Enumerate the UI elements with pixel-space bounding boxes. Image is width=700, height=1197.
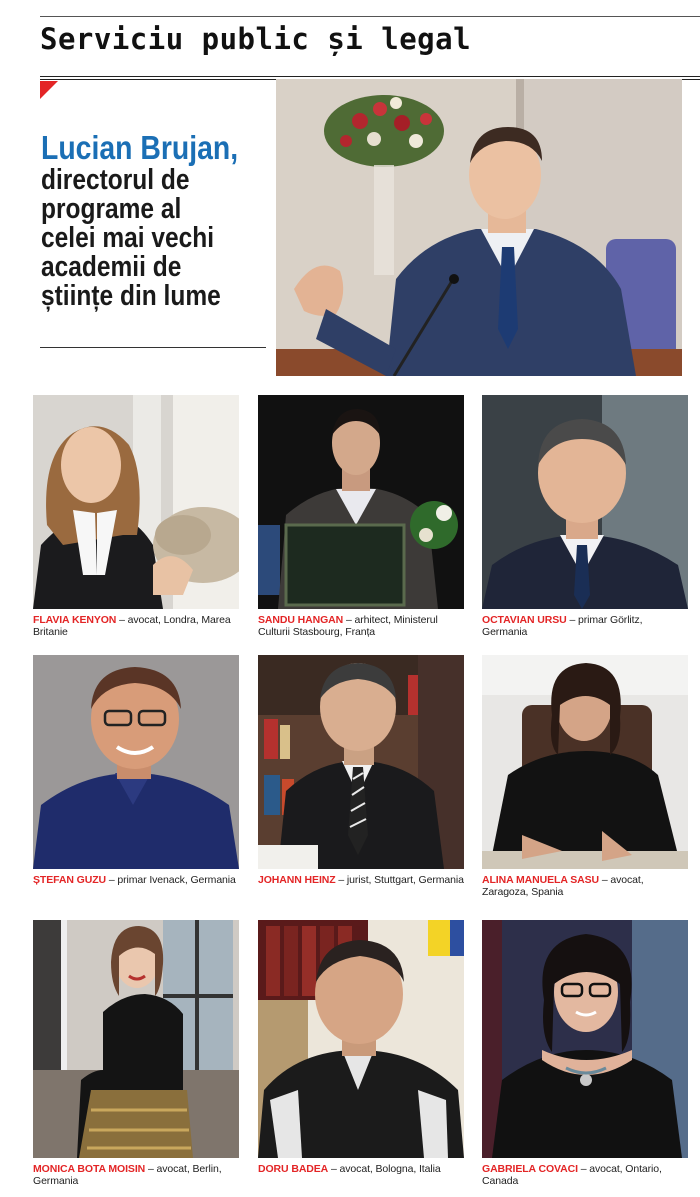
person-desc: – primar Ivenack, Germania — [106, 874, 236, 886]
person-card — [33, 395, 239, 638]
person-name: DORU BADEA — [258, 1163, 329, 1175]
person-photo — [482, 655, 688, 869]
headline-name: Lucian Brujan, — [41, 129, 239, 166]
person-name: GABRIELA COVACI — [482, 1163, 578, 1175]
person-photo — [258, 920, 464, 1158]
person-card — [482, 655, 688, 898]
title-rule — [40, 76, 700, 77]
person-desc: – avocat, Bologna, Italia — [328, 1163, 441, 1175]
hero-photo — [276, 79, 682, 376]
person-desc: – primar Görlitz, Germania — [482, 614, 643, 638]
person-name: JOHANN HEINZ — [258, 874, 336, 886]
person-card — [258, 920, 464, 1176]
red-corner-marker — [40, 81, 58, 99]
headline-line: academii de — [41, 251, 182, 283]
person-photo — [33, 395, 239, 609]
person-card — [33, 920, 239, 1187]
person-name: ALINA MANUELA SASU — [482, 874, 600, 886]
person-photo — [33, 920, 239, 1158]
headline-line: celei mai vechi — [41, 222, 215, 254]
person-photo — [482, 920, 688, 1158]
person-caption — [33, 875, 239, 887]
person-name: ȘTEFAN GUZU — [33, 874, 106, 886]
headline-line: științe din lume — [41, 280, 221, 312]
person-name: MONICA BOTA MOISIN — [33, 1163, 146, 1175]
person-caption — [482, 1164, 688, 1187]
person-desc: – arhitect, Ministerul Culturii Stasbourg, Franța — [258, 614, 438, 638]
person-card — [33, 655, 239, 887]
person-photo — [33, 655, 239, 869]
person-desc: – avocat, Ontario, Canada — [482, 1163, 662, 1187]
section-title: Serviciu public și legal — [40, 22, 472, 56]
person-caption — [33, 615, 239, 638]
person-photo — [482, 395, 688, 609]
person-caption — [482, 875, 688, 898]
headline-line: programe al — [41, 193, 182, 225]
headline — [41, 130, 239, 311]
person-caption — [258, 615, 464, 638]
person-card — [482, 920, 688, 1187]
person-name: OCTAVIAN URSU — [482, 614, 567, 626]
person-caption — [482, 615, 688, 638]
person-caption — [258, 1164, 464, 1176]
person-caption — [258, 875, 464, 887]
person-desc: – jurist, Stuttgart, Germania — [335, 874, 464, 886]
top-rule — [40, 16, 700, 17]
person-desc: – avocat, Londra, Marea Britanie — [33, 614, 231, 638]
person-desc: – avocat, Zaragoza, Spania — [482, 874, 644, 898]
person-photo — [258, 655, 464, 869]
person-desc: – avocat, Berlin, Germania — [33, 1163, 222, 1187]
headline-rule — [40, 347, 266, 348]
person-name: SANDU HANGAN — [258, 614, 344, 626]
person-card — [482, 395, 688, 638]
headline-line: directorul de — [41, 164, 190, 196]
person-card — [258, 395, 464, 638]
person-card — [258, 655, 464, 887]
person-name: FLAVIA KENYON — [33, 614, 117, 626]
person-caption — [33, 1164, 239, 1187]
person-photo — [258, 395, 464, 609]
